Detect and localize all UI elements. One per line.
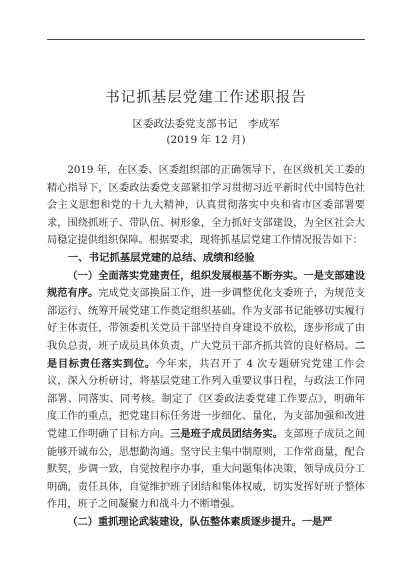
- point-1-label: 一是支部建设规范有序。: [47, 269, 366, 300]
- page-title: 书记抓基层党建工作述职报告: [105, 90, 307, 106]
- date-line: (2019 年 12 月): [166, 134, 246, 146]
- subsection-1-label: （一）全面落实党建责任，组织发展根基不断夯实。: [67, 269, 304, 282]
- point-2-text: 今年来，共召开了 4 次专题研究党建工作会议，深入分析研讨，将基层党建工作列入重要议事日程，与政法工作同部署、同落实、同考核。制定了《区委政法委党建工作要点》，明确年度工作的重点，把党建目标任务进一步细化、量化，为支部加强和改进党建工作明确了目标方向。: [47, 358, 365, 440]
- point-2-label: 二是目标责任落实到位。: [47, 339, 365, 370]
- author-line: 区委政法委党支部书记 李成军: [132, 118, 280, 130]
- subsection-2-paragraph: [47, 514, 365, 532]
- top-rule: [47, 39, 365, 40]
- subsection-2-label: （二）重抓理论武装建设，队伍整体素质逐步提升。: [67, 515, 302, 528]
- report-body: [47, 86, 365, 531]
- section-heading-1: 一、书记抓基层党建的总结、成绩和经验: [67, 251, 255, 264]
- subsection-1-paragraph: [47, 268, 365, 514]
- point-3-label: 三是班子成员团结务实。: [170, 427, 283, 440]
- intro-paragraph: 2019 年，在区委、区委组织部的正确领导下，在区级机关工委的精心指导下，区委政法委党支部紧扣学习贯彻习近平新时代中国特色社会主义思想和党的十九大精神，认真贯彻落实中央和省市区委部署要求，围绕抓班子、带队伍、树形象，全力抓好支部建设，为全区社会大局稳定提供组织保障。根据要求，现将抓基层党建工作情况报告如下：: [47, 165, 365, 247]
- point-1-text: 完成党支部换届工作，进一步调整优化支委班子，为规范支部运行、统筹开展党建工作奠定组织基础。作为支部书记能够切实履行好主体责任，带领委机关党员干部坚持自身建设不放松，逐步形成了由我负总责，班子成员具体负责，广大党员干部齐抓共管的良好格局。: [47, 288, 366, 352]
- point-3-text: 支部班子成员之间能够开诚布公，思想勤沟通。坚守民主集中制原则，工作常商量，配合默契，步调一致，自觉按程序办事，重大问题集体决策，领导成员分工明确，责任具体，自觉维护班子团结和集体权威，切实发挥好班子整体作用，班子之间凝聚力和战斗力不断增强。: [47, 428, 366, 511]
- subsection-2-point-1-label: 一是严: [301, 515, 333, 528]
